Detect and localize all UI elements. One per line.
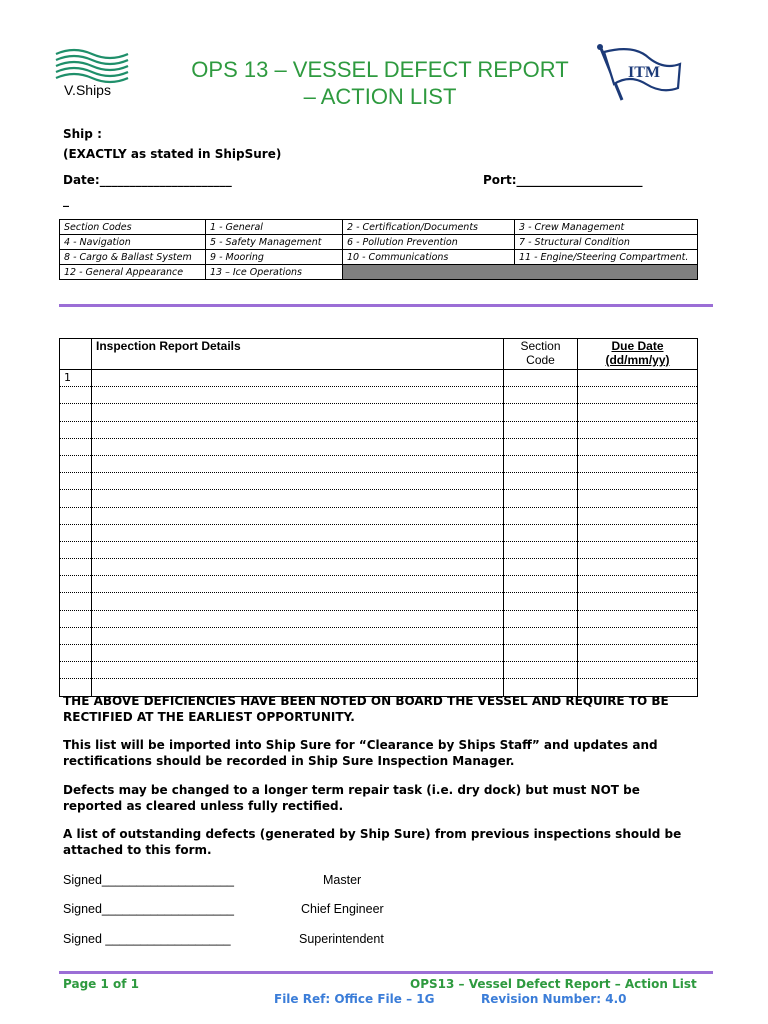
row-section-code-cell[interactable] — [504, 455, 578, 472]
row-due-date-cell[interactable] — [578, 559, 698, 576]
section-divider — [59, 304, 713, 307]
row-due-date-cell[interactable] — [578, 473, 698, 490]
row-section-code-cell[interactable] — [504, 541, 578, 558]
itm-flag-logo-icon — [594, 44, 684, 102]
inspection-row — [60, 576, 698, 593]
inspection-row — [60, 490, 698, 507]
import-note: This list will be imported into Ship Sure for “Clearance by Ships Staff” and updates and rectifications should be recorded in Ship Sure Inspection Manager. — [63, 738, 658, 768]
outstanding-note: A list of outstanding defects (generated by Ship Sure) from previous inspections should be attached to this form. — [63, 827, 682, 857]
codes-cell: 2 - Certification/Documents — [343, 220, 515, 235]
inspection-row — [60, 404, 698, 421]
codes-cell-shaded — [343, 265, 698, 280]
row-details-cell[interactable] — [92, 473, 504, 490]
row-details-cell[interactable] — [92, 507, 504, 524]
row-due-date-cell[interactable] — [578, 370, 698, 387]
row-number-cell[interactable] — [60, 455, 92, 472]
header-code-line1: Section — [520, 339, 561, 353]
row-section-code-cell[interactable] — [504, 559, 578, 576]
inspection-row — [60, 421, 698, 438]
footer-document-name: OPS13 – Vessel Defect Report – Action List — [410, 977, 697, 991]
row-number-cell[interactable] — [60, 541, 92, 558]
inspection-row — [60, 541, 698, 558]
row-section-code-cell[interactable] — [504, 610, 578, 627]
row-number-cell[interactable] — [60, 524, 92, 541]
row-due-date-cell[interactable] — [578, 610, 698, 627]
row-details-cell[interactable] — [92, 438, 504, 455]
codes-cell: 11 - Engine/Steering Compartment. — [515, 250, 698, 265]
row-number-cell[interactable] — [60, 438, 92, 455]
row-number-cell[interactable] — [60, 507, 92, 524]
row-due-date-cell[interactable] — [578, 404, 698, 421]
row-due-date-cell[interactable] — [578, 593, 698, 610]
row-details-cell[interactable] — [92, 490, 504, 507]
row-section-code-cell[interactable] — [504, 662, 578, 679]
codes-row — [60, 265, 698, 280]
row-details-cell[interactable] — [92, 662, 504, 679]
row-details-cell[interactable] — [92, 421, 504, 438]
row-number-cell[interactable] — [60, 559, 92, 576]
vships-logo-label: V.Ships — [64, 82, 111, 98]
inspection-row — [60, 627, 698, 644]
codes-cell: 13 – Ice Operations — [206, 265, 343, 280]
row-section-code-cell[interactable] — [504, 524, 578, 541]
codes-row — [60, 220, 698, 235]
ship-note: (EXACTLY as stated in ShipSure) — [63, 147, 282, 161]
codes-cell: 5 - Safety Management — [206, 235, 343, 250]
row-number-cell[interactable] — [60, 473, 92, 490]
row-details-cell[interactable] — [92, 627, 504, 644]
row-section-code-cell[interactable] — [504, 645, 578, 662]
page-title — [190, 56, 570, 110]
row-due-date-cell[interactable] — [578, 387, 698, 404]
row-number-cell[interactable] — [60, 404, 92, 421]
header-due-date — [578, 339, 698, 370]
row-number-cell[interactable] — [60, 576, 92, 593]
inspection-row — [60, 610, 698, 627]
row-section-code-cell[interactable] — [504, 507, 578, 524]
row-details-cell[interactable] — [92, 645, 504, 662]
row-due-date-cell[interactable] — [578, 524, 698, 541]
row-section-code-cell[interactable] — [504, 627, 578, 644]
signature-line-superintendent[interactable]: Signed __________________ — [63, 932, 231, 946]
signature-line-master[interactable]: Signed___________________ — [63, 873, 235, 887]
port-field[interactable]: Port:_____________________ — [483, 173, 643, 187]
footer-page-number: Page 1 of 1 — [63, 977, 139, 991]
section-codes-table — [59, 219, 698, 280]
row-section-code-cell[interactable] — [504, 370, 578, 387]
footer-divider — [59, 971, 713, 974]
row-due-date-cell[interactable] — [578, 507, 698, 524]
inspection-row — [60, 438, 698, 455]
header-number-cell — [60, 339, 92, 370]
row-number-cell[interactable] — [60, 490, 92, 507]
header-section-code — [504, 339, 578, 370]
footer-revision: Revision Number: 4.0 — [481, 992, 627, 1006]
codes-cell: Section Codes — [60, 220, 206, 235]
codes-row — [60, 250, 698, 265]
row-section-code-cell[interactable] — [504, 421, 578, 438]
row-due-date-cell[interactable] — [578, 541, 698, 558]
header-due-line1: Due Date — [611, 339, 664, 353]
defects-note: Defects may be changed to a longer term repair task (i.e. dry dock) but must NOT be reported as cleared unless fully rectified. — [63, 783, 640, 813]
codes-cell: 3 - Crew Management — [515, 220, 698, 235]
inspection-row — [60, 593, 698, 610]
codes-cell: 1 - General — [206, 220, 343, 235]
row-details-cell[interactable] — [92, 541, 504, 558]
row-details-cell[interactable] — [92, 455, 504, 472]
ship-field — [63, 124, 281, 164]
row-number-cell[interactable]: 1 — [60, 370, 92, 387]
codes-cell: 8 - Cargo & Ballast System — [60, 250, 206, 265]
inspection-row — [60, 645, 698, 662]
footer-file-ref: File Ref: Office File – 1G — [274, 992, 435, 1006]
row-due-date-cell[interactable] — [578, 421, 698, 438]
inspection-row — [60, 387, 698, 404]
row-section-code-cell[interactable] — [504, 438, 578, 455]
row-details-cell[interactable] — [92, 576, 504, 593]
row-details-cell[interactable] — [92, 370, 504, 387]
codes-cell: 4 - Navigation — [60, 235, 206, 250]
row-due-date-cell[interactable] — [578, 490, 698, 507]
row-number-cell[interactable] — [60, 645, 92, 662]
row-due-date-cell[interactable] — [578, 438, 698, 455]
row-details-cell[interactable] — [92, 610, 504, 627]
signature-line-chief-engineer[interactable]: Signed___________________ — [63, 902, 235, 916]
signature-role-superintendent: Superintendent — [299, 932, 384, 946]
inspection-row — [60, 370, 698, 387]
codes-cell: 9 - Mooring — [206, 250, 343, 265]
row-due-date-cell[interactable] — [578, 627, 698, 644]
codes-row — [60, 235, 698, 250]
row-due-date-cell[interactable] — [578, 645, 698, 662]
row-details-cell[interactable] — [92, 524, 504, 541]
inspection-row — [60, 455, 698, 472]
row-due-date-cell[interactable] — [578, 662, 698, 679]
inspection-header-row — [60, 339, 698, 370]
row-section-code-cell[interactable] — [504, 387, 578, 404]
inspection-row — [60, 524, 698, 541]
date-field[interactable]: Date:______________________ — [63, 173, 232, 187]
row-section-code-cell[interactable] — [504, 404, 578, 421]
inspection-row — [60, 507, 698, 524]
row-due-date-cell[interactable] — [578, 576, 698, 593]
row-due-date-cell[interactable] — [578, 455, 698, 472]
row-section-code-cell[interactable] — [504, 473, 578, 490]
row-number-cell[interactable] — [60, 627, 92, 644]
title-line-1: OPS 13 – VESSEL DEFECT REPORT — [191, 57, 569, 82]
row-details-cell[interactable] — [92, 404, 504, 421]
header-due-line2: (dd/mm/yy) — [605, 353, 670, 367]
ship-label: Ship : — [63, 127, 102, 141]
row-number-cell[interactable] — [60, 387, 92, 404]
signature-role-chief-engineer: Chief Engineer — [301, 902, 384, 916]
row-section-code-cell[interactable] — [504, 593, 578, 610]
row-number-cell[interactable] — [60, 662, 92, 679]
inspection-table — [59, 338, 698, 697]
inspection-row — [60, 559, 698, 576]
codes-cell: 12 - General Appearance — [60, 265, 206, 280]
title-line-2: – ACTION LIST — [303, 84, 457, 109]
codes-cell: 10 - Communications — [343, 250, 515, 265]
row-number-cell[interactable] — [60, 610, 92, 627]
header-details: Inspection Report Details — [92, 339, 504, 370]
header-code-line2: Code — [526, 353, 555, 367]
codes-cell: 6 - Pollution Prevention — [343, 235, 515, 250]
row-number-cell[interactable] — [60, 421, 92, 438]
row-section-code-cell[interactable] — [504, 490, 578, 507]
date-continuation: _ — [63, 193, 69, 207]
deficiency-notice: THE ABOVE DEFICIENCIES HAVE BEEN NOTED ON BOARD THE VESSEL AND REQUIRE TO BE RECTIFIED AT THE EARLIEST OPPORTUNITY. — [63, 694, 669, 724]
signature-role-master: Master — [323, 873, 362, 887]
codes-cell: 7 - Structural Condition — [515, 235, 698, 250]
itm-logo-label: ITM — [628, 64, 660, 81]
inspection-row — [60, 473, 698, 490]
row-details-cell[interactable] — [92, 559, 504, 576]
row-section-code-cell[interactable] — [504, 576, 578, 593]
row-number-cell[interactable] — [60, 593, 92, 610]
row-details-cell[interactable] — [92, 593, 504, 610]
inspection-row — [60, 662, 698, 679]
row-details-cell[interactable] — [92, 387, 504, 404]
